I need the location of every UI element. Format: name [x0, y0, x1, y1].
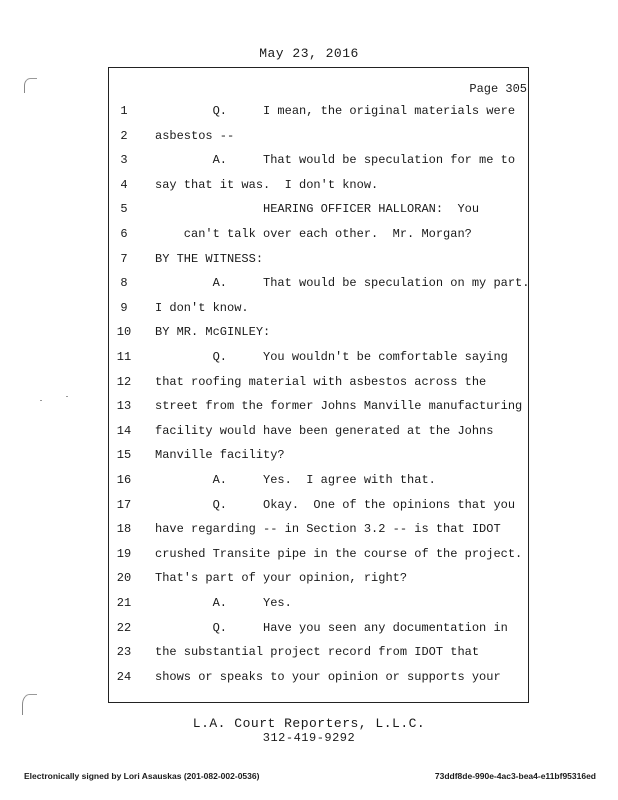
line-number: 18	[116, 522, 132, 536]
transcript-line-text: Q. Have you seen any documentation in	[155, 621, 508, 635]
transcript-line-text: Q. I mean, the original materials were	[155, 104, 516, 118]
line-number: 4	[120, 178, 128, 192]
transcript-date: May 23, 2016	[259, 46, 359, 61]
transcript-line-text: street from the former Johns Manville manufacturing	[155, 399, 523, 413]
document-id-hash: 73ddf8de-990e-4ac3-bea4-e11bf95316ed	[434, 771, 596, 781]
transcript-line-text: A. Yes. I agree with that.	[155, 473, 436, 487]
line-number: 5	[120, 202, 128, 216]
line-number: 23	[116, 645, 132, 659]
line-number: 12	[116, 375, 132, 389]
line-number: 16	[116, 473, 132, 487]
line-number: 2	[120, 129, 128, 143]
transcript-line-text: I don't know.	[155, 301, 249, 315]
transcript-line-text: BY THE WITNESS:	[155, 252, 264, 266]
line-number: 6	[120, 227, 128, 241]
transcript-line-text: A. That would be speculation on my part.	[155, 276, 530, 290]
transcript-line-text: have regarding -- in Section 3.2 -- is that IDOT	[155, 522, 501, 536]
line-number: 17	[116, 498, 132, 512]
scan-speck	[40, 400, 42, 401]
line-number: 9	[120, 301, 128, 315]
electronic-signature-note: Electronically signed by Lori Asauskas (201-082-002-0536)	[24, 771, 260, 781]
transcript-line-text: facility would have been generated at the Johns	[155, 424, 494, 438]
line-number: 3	[120, 153, 128, 167]
line-number: 14	[116, 424, 132, 438]
page-number-label: Page 305	[469, 82, 527, 96]
line-number: 24	[116, 670, 132, 684]
court-reporter-firm: L.A. Court Reporters, L.L.C.	[192, 716, 426, 731]
transcript-line-text: Q. Okay. One of the opinions that you	[155, 498, 516, 512]
transcript-line-text: shows or speaks to your opinion or supports your	[155, 670, 501, 684]
line-number: 15	[116, 448, 132, 462]
line-number: 10	[116, 325, 132, 339]
line-number: 20	[116, 571, 132, 585]
line-number: 19	[116, 547, 132, 561]
line-number: 7	[120, 252, 128, 266]
punch-hole-mark-top	[24, 78, 37, 93]
transcript-line-text: the substantial project record from IDOT that	[155, 645, 480, 659]
transcript-line-text: A. Yes.	[155, 596, 292, 610]
transcript-line-text: That's part of your opinion, right?	[155, 571, 408, 585]
transcript-line-text: that roofing material with asbestos across the	[155, 375, 487, 389]
transcript-line-text: Manville facility?	[155, 448, 285, 462]
transcript-line-text: Q. You wouldn't be comfortable saying	[155, 350, 508, 364]
line-number: 1	[120, 104, 128, 118]
court-reporter-phone: 312-419-9292	[262, 731, 356, 745]
transcript-line-text: HEARING OFFICER HALLORAN: You	[155, 202, 480, 216]
line-number: 21	[116, 596, 132, 610]
transcript-line-text: BY MR. McGINLEY:	[155, 325, 271, 339]
scan-speck	[66, 396, 68, 397]
line-number: 13	[116, 399, 132, 413]
punch-hole-mark-bottom	[22, 694, 37, 715]
transcript-line-text: asbestos --	[155, 129, 235, 143]
line-number: 8	[120, 276, 128, 290]
line-number: 11	[116, 350, 132, 364]
transcript-line-text: crushed Transite pipe in the course of the project.	[155, 547, 523, 561]
line-number: 22	[116, 621, 132, 635]
transcript-line-text: can't talk over each other. Mr. Morgan?	[155, 227, 472, 241]
transcript-line-text: say that it was. I don't know.	[155, 178, 379, 192]
transcript-line-text: A. That would be speculation for me to	[155, 153, 516, 167]
